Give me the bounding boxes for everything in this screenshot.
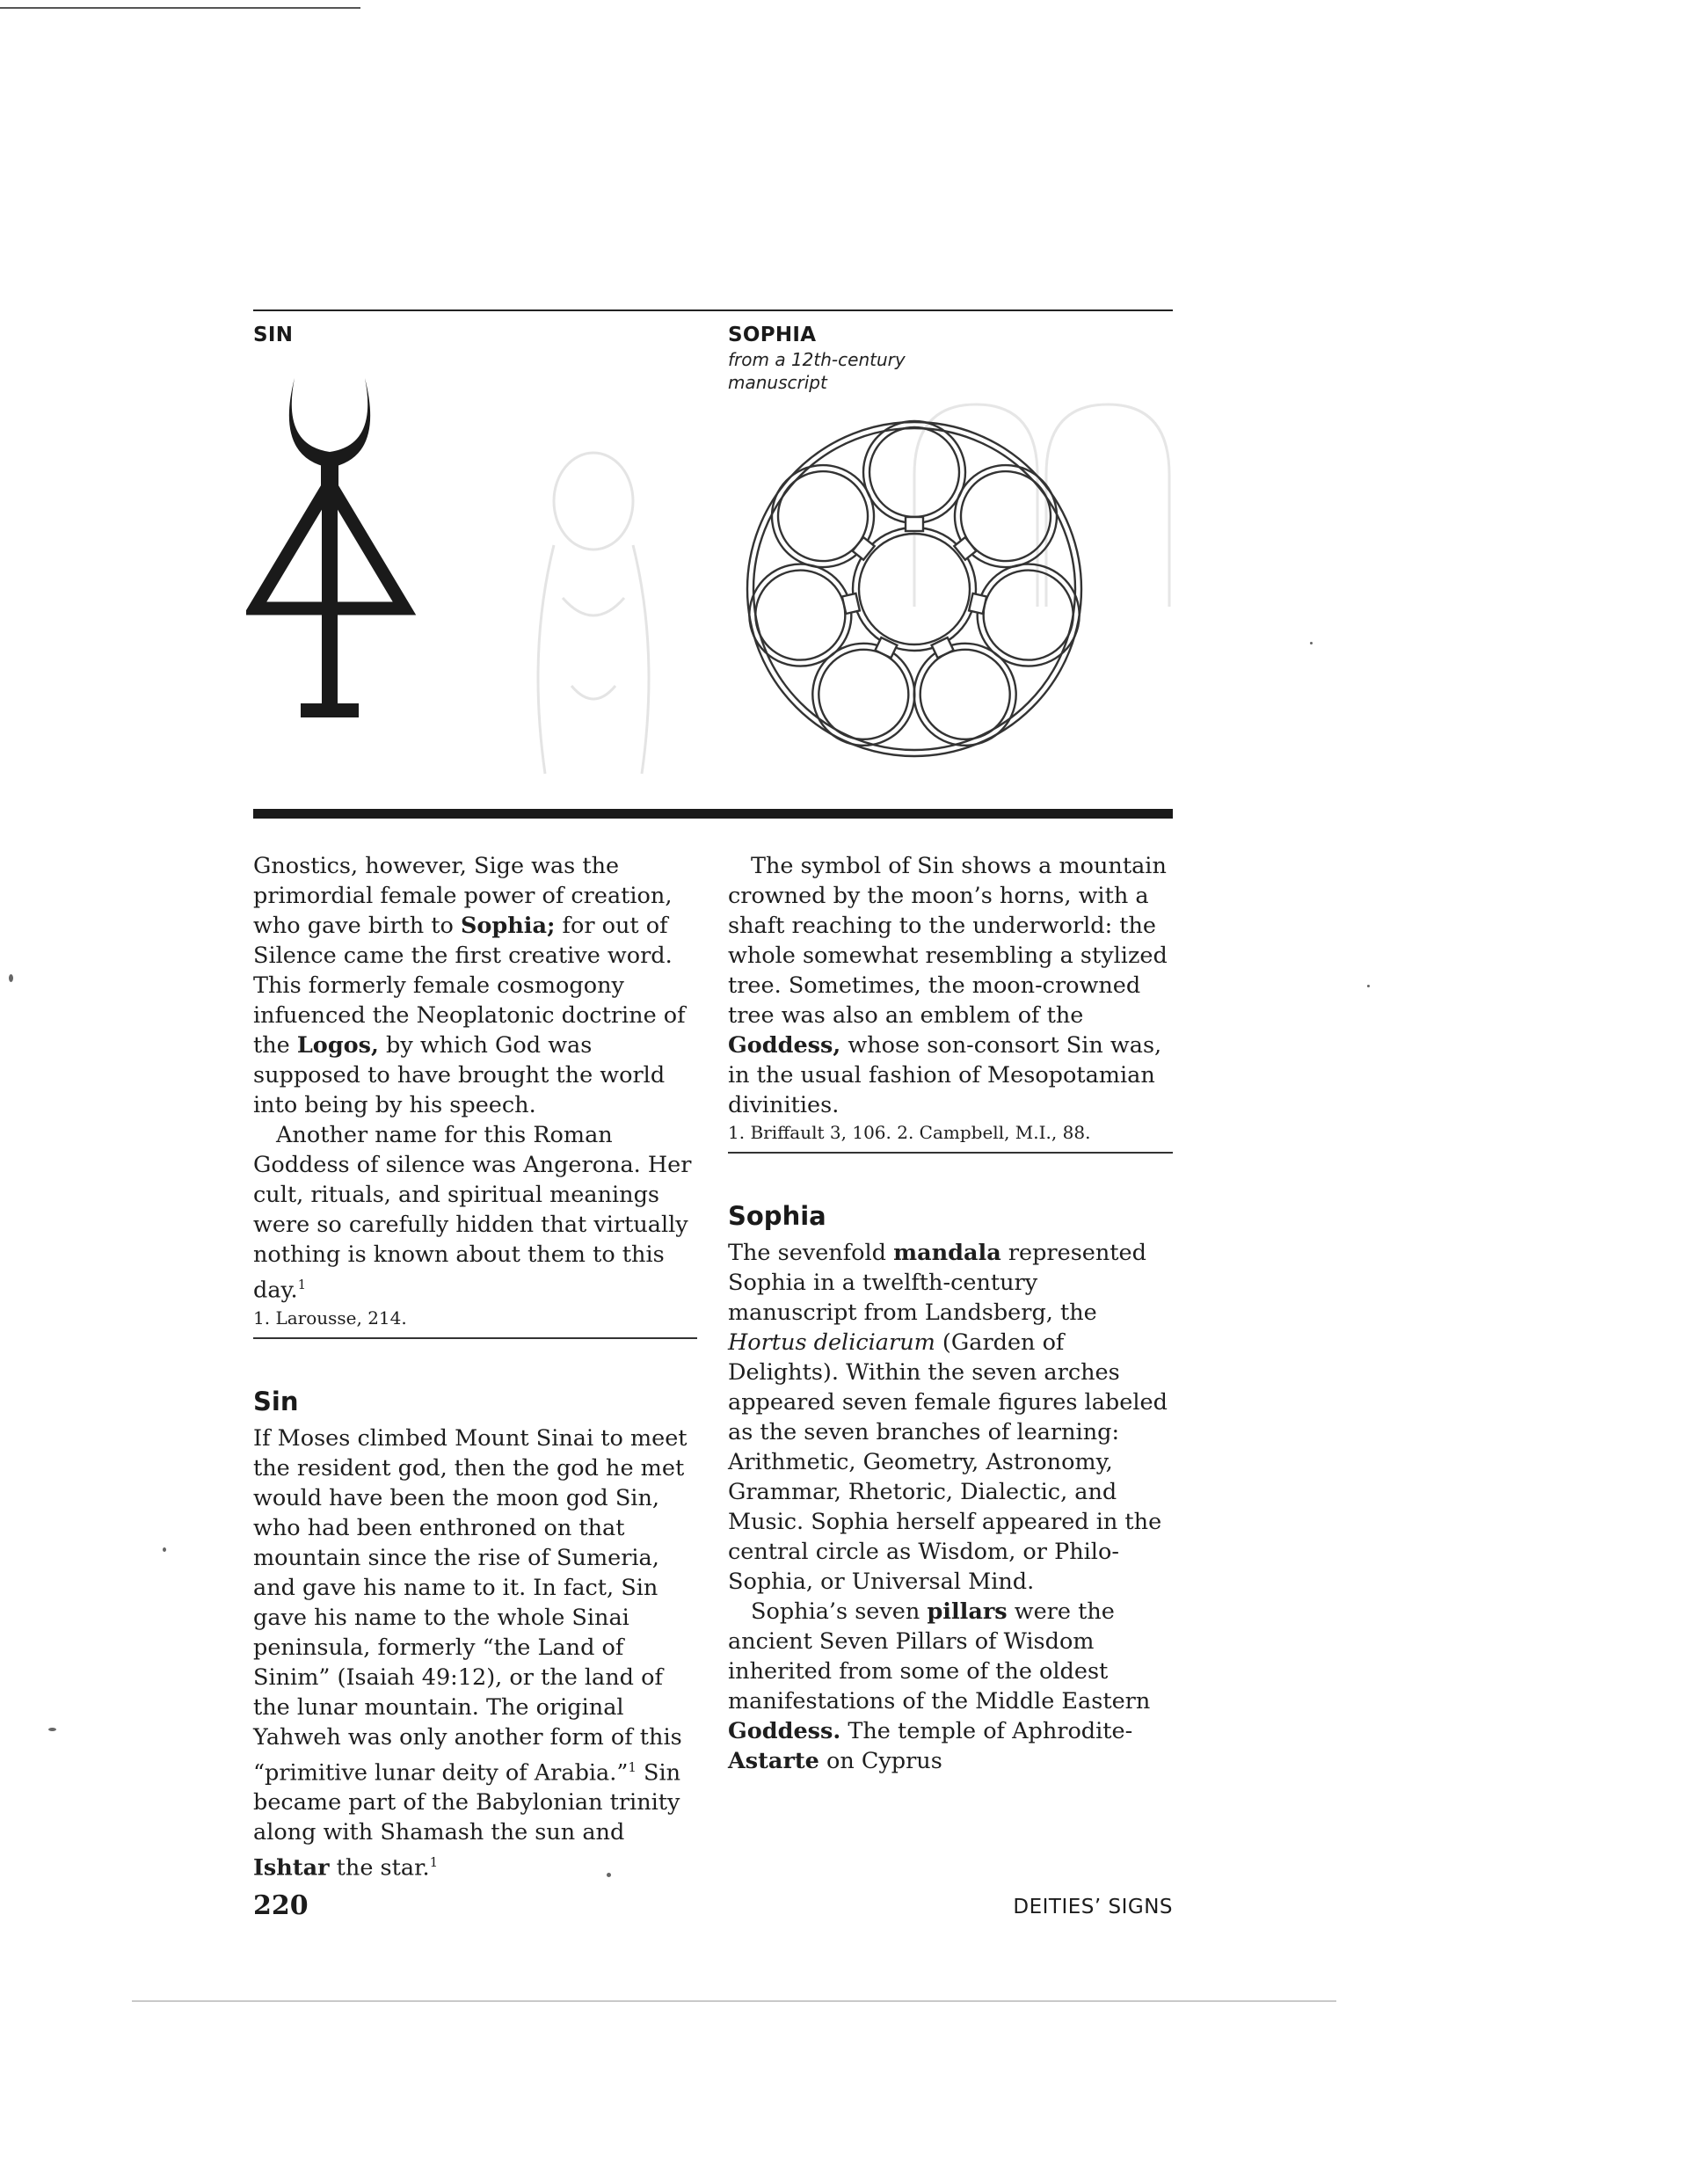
figure-caption-line-1: from a 12th-century xyxy=(728,349,906,370)
text: Sin became part of the Babylonian trinity along with Shamash the sun and xyxy=(253,1759,681,1845)
bold-term-ishtar: Ishtar xyxy=(253,1854,330,1882)
text: The temple of Aphrodite- xyxy=(840,1718,1133,1744)
scan-speck xyxy=(607,1873,611,1877)
text: on Cyprus xyxy=(819,1748,942,1774)
text: for out of Silence came the first creative word. This formerly female cosmogony infuenced the Neoplatonic doctrine of the xyxy=(253,913,686,1059)
footnote-larousse: 1. Larousse, 214. xyxy=(253,1307,407,1329)
scan-speck xyxy=(1310,642,1313,644)
text: represented Sophia in a twelfth-century manuscript from Landsberg, the xyxy=(728,1240,1146,1326)
text: The symbol of Sin shows a mountain crowned by the moon’s horns, with a shaft reaching to the underworld: the whole somewhat resembling a stylized tree. Sometimes, the moon-crowned tree was also an emblem of the xyxy=(728,853,1168,1029)
section-heading-sophia: Sophia xyxy=(728,1201,826,1231)
text: The sevenfold xyxy=(728,1240,894,1266)
scan-speck xyxy=(163,1547,166,1552)
left-column xyxy=(253,851,697,1883)
bleed-through-figure xyxy=(492,422,695,800)
text: (Garden of Delights). Within the seven arches appeared seven female figures labeled as the seven branches of learning: Arithmetic, Geometry, Astronomy, Grammar, Rhetoric, Dialectic, and Music. Sophia herself appeared in the central circle as Wisdom, or Philo-Sophia, or Universal Mind. xyxy=(728,1329,1168,1595)
bold-term-astarte: Astarte xyxy=(728,1748,819,1774)
scan-edge-line-bottom xyxy=(132,2000,1336,2002)
paragraph-sophia-pillars xyxy=(728,1597,1173,1776)
footnote-marker: 1 xyxy=(297,1277,307,1292)
text: If Moses climbed Mount Sinai to meet the resident god, then the god he met would have been the moon god Sin, who had been enthroned on that mountain since the rise of Sumeria, and gave his name to it. In fact, Sin gave his name to the whole Sinai peninsula, formerly “the Land of Sinim” (Isaiah 49:12), or the land of the lunar mountain. The original Yahweh was only another form of this “primitive lunar deity of Arabia.” xyxy=(253,1424,688,1786)
bold-term-mandala: mandala xyxy=(893,1240,1001,1266)
text: the star. xyxy=(329,1854,430,1882)
text: Another name for this Roman Goddess of silence was Angerona. Her cult, rituals, and spiritual meanings were so carefully hidden that virtually nothing is known about them to this day. xyxy=(253,1122,692,1304)
italic-title: Hortus deliciarum xyxy=(728,1329,935,1356)
paragraph-gnostics xyxy=(253,851,697,1120)
footnote-marker: 1 xyxy=(429,1854,439,1870)
figure-label-sin: SIN xyxy=(253,324,294,346)
figure-bottom-rule xyxy=(253,809,1173,819)
figure-label-sophia: SOPHIA xyxy=(728,324,817,346)
text: Gnostics, however, Sige was the primordial female power of creation, who gave birth to xyxy=(253,853,673,939)
bold-term-pillars: pillars xyxy=(927,1598,1008,1625)
page-number: 220 xyxy=(253,1890,309,1921)
footnote-briffault-campbell: 1. Briffault 3, 106. 2. Campbell, M.I., 88. xyxy=(728,1122,1091,1143)
text: were the ancient Seven Pillars of Wisdom inherited from some of the oldest manifestations of the Middle Eastern xyxy=(728,1598,1151,1714)
running-footer-title: DEITIES’ SIGNS xyxy=(1013,1896,1173,1918)
top-rule xyxy=(253,309,1173,311)
footnote-rule-left xyxy=(253,1337,697,1339)
footnote-rule-right xyxy=(728,1152,1173,1154)
scan-speck xyxy=(48,1728,56,1731)
bold-term-logos: Logos, xyxy=(296,1032,379,1059)
bold-term-goddess: Goddess. xyxy=(728,1718,841,1744)
figure-caption-sophia xyxy=(728,348,906,394)
section-heading-sin: Sin xyxy=(253,1386,299,1416)
bold-term-goddess: Goddess, xyxy=(728,1032,841,1059)
sin-symbol-icon xyxy=(246,369,422,739)
paragraph-sophia-mandala xyxy=(728,1238,1173,1597)
text: whose son-consort Sin was, in the usual fashion of Mesopotamian divinities. xyxy=(728,1032,1162,1118)
paragraph-sin-symbol xyxy=(728,851,1173,1120)
scan-edge-line xyxy=(0,7,360,9)
bold-term-sophia: Sophia; xyxy=(461,913,556,939)
paragraph-sin xyxy=(253,1423,697,1883)
text: by which God was supposed to have brought the world into being by his speech. xyxy=(253,1032,666,1118)
sophia-mandala-icon xyxy=(738,413,1090,765)
scan-speck xyxy=(1367,985,1370,987)
scan-speck xyxy=(9,974,13,982)
figure-caption-line-2: manuscript xyxy=(728,372,827,393)
right-column xyxy=(728,851,1173,1776)
text: Sophia’s seven xyxy=(751,1598,928,1625)
footnote-marker: 1 xyxy=(628,1758,637,1775)
paragraph-angerona xyxy=(253,1120,697,1306)
